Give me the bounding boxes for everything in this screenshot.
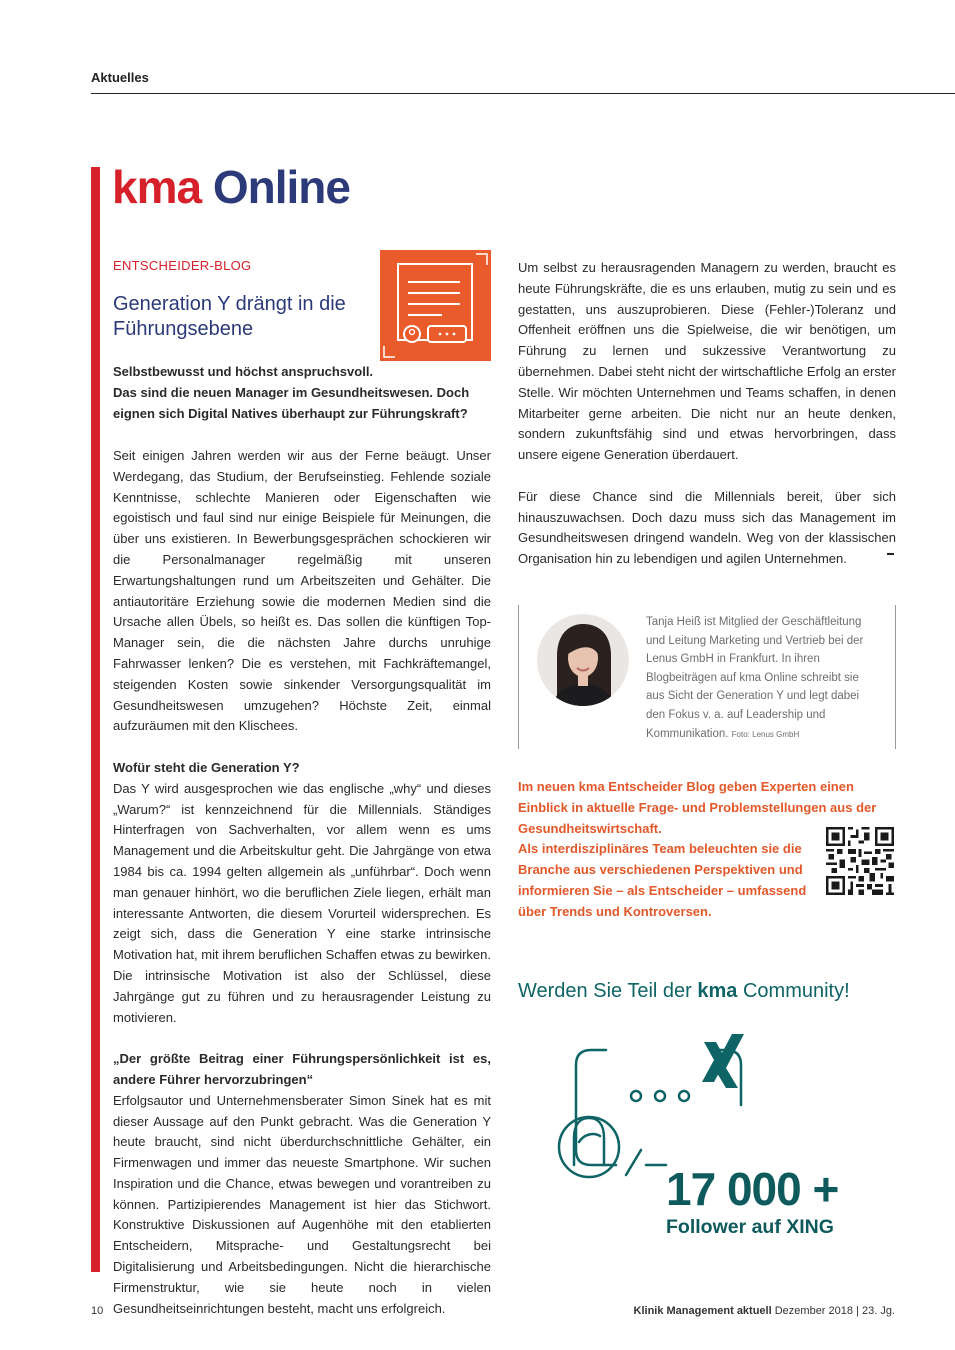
author-box-border bbox=[518, 605, 519, 749]
document-chat-icon bbox=[380, 250, 491, 361]
author-photo bbox=[537, 614, 629, 706]
promo-text-narrow: Als interdisziplinäres Team beleuchten sie die Branche aus verschiedenen Perspektiven und informieren Sie – als Entscheider – umfassend über Trends und Kontroversen. bbox=[518, 841, 807, 919]
lead-line-2: Das sind die neuen Manager im Gesundheitswesen. Doch eignen sich Digital Natives überhaupt zur Führungskraft? bbox=[113, 384, 470, 421]
follower-count: 17 000 + bbox=[666, 1163, 839, 1215]
body-paragraph: Das Y wird ausgesprochen wie das englische „why“ und dieses „Warum?“ ist kennzeichnend für die Millennials. Ständiges Hinterfragen von Sachverhalten, vor allem wenn es ums Management und die Arbeitskultur geht. Die Jahrgänge von etwa 1984 bis ca. 1994 gelten allgemein als „unführbar“. Doch wenn man genauer hinhört, wo die beruflichen Ziele liegen, erhält man interessante Antworten, die diesem Vorurteil widersprechen. Es zeigt sich, dass die Generation Y eine starke intrinsische Motivation hat, mit ihrem beruflichen Schaffen etwas zu bewirken. Die intrinsische Motivation ist also der Schlüssel, diese Jahrgänge gut zu führen und zu herausragender Leistung zu motivieren. bbox=[113, 780, 491, 1025]
page-brand bbox=[112, 160, 350, 214]
article-title: Generation Y drängt in die Führungsebene bbox=[113, 293, 346, 340]
qr-code[interactable] bbox=[826, 827, 894, 895]
subheading: Wofür steht die Generation Y? bbox=[113, 759, 300, 775]
author-bio-text: Tanja Heiß ist Mitglied der Geschäftleitung und Leitung Marketing und Vertrieb bei der Lenus GmbH in Frankfurt. In ihren Blogbeiträgen auf kma Online schreibt sie aus Sicht der Generation Y und legt dabei den Fokus v. a. auf Leadership und Kommunikation. bbox=[646, 616, 864, 740]
community-title-kma: kma bbox=[697, 980, 738, 1002]
brand-kma: kma bbox=[112, 161, 202, 213]
subheading-quote: „Der größte Beitrag einer Führungspersönlichkeit ist es, andere Führer hervorzubringen“ bbox=[113, 1051, 491, 1087]
magazine-name: Klinik Management aktuell bbox=[633, 1305, 772, 1317]
lead-line-1: Selbstbewusst und höchst anspruchsvoll. bbox=[113, 364, 374, 379]
community-title-post: Community! bbox=[742, 980, 850, 1002]
issue-info: Dezember 2018 | 23. Jg. bbox=[774, 1305, 895, 1317]
community-title bbox=[518, 980, 850, 1003]
xing-logo-icon bbox=[702, 1034, 744, 1088]
author-box-border bbox=[895, 605, 896, 749]
follower-label: Follower auf XING bbox=[666, 1216, 834, 1238]
page-number: 10 bbox=[91, 1305, 104, 1317]
body-paragraph: Erfolgsautor und Unternehmensberater Simon Sinek hat es mit dieser Aussage auf den Punkt gebracht. Was die Generation Y heute braucht, sind nicht überdurchschnittliche Gehälter, ein Firmenwagen und immer das neueste Smartphone. Wir suchen Inspiration und die Chance, etwas bewegen und vorantreiben zu können. Partizipierendes Management ist hier das Stichwort. Konstruktive Diskussionen auf Augenhöhe mit den etablierten Entscheidern, Mitsprache- und Gestaltungsrecht bei Digitalisierung und Arbeitsbedingungen. Nicht die hierarchische Firmenstruktur, wie sie heute noch in vielen Gesundheitseinrichtungen besteht, macht uns erfolgreich. bbox=[113, 1092, 491, 1316]
article-tag: ENTSCHEIDER-BLOG bbox=[113, 258, 252, 273]
article-body-right bbox=[518, 258, 896, 570]
section-label: Aktuelles bbox=[91, 70, 149, 85]
body-paragraph: Für diese Chance sind die Millennials bereit, über sich hinauszuwachsen. Doch dazu muss sich das Management im Gesundheitswesen dringend wandeln. Weg von der klassischen Organisation hin zu lebendigen und agilen Unternehmen. bbox=[518, 488, 896, 567]
footer-info bbox=[634, 1305, 895, 1317]
author-bio bbox=[646, 613, 878, 744]
article-lead bbox=[113, 362, 491, 424]
photo-credit: Foto: Lenus GmbH bbox=[731, 729, 800, 739]
brand-online: Online bbox=[212, 161, 350, 213]
promo-text-wide: Im neuen kma Entscheider Blog geben Experten einen Einblick in aktuelle Frage- und Problemstellungen aus der Gesundheitswirtschaft. bbox=[518, 779, 877, 836]
body-paragraph: Seit einigen Jahren werden wir aus der Ferne beäugt. Unser Werdegang, das Studium, der Berufseinstieg. Fehlende soziale Kenntnisse, schlechte Manieren oder Eigenschaften wie egoistisch und faul sind nur einige Beispiele für Meinungen, die über uns existieren. In Bewerbungsgesprächen schockieren wir die Personalmanager regelmäßig mit unseren Erwartungshaltungen rund um Arbeitszeiten und Gehälter. Die antiautoritäre Erziehung sowie die modernen Medien sind die Ursache allen Übels, so heißt es. Das sollen die künftigen Top-Manager sein, die die nächsten Jahre durchs unruhige Fahrwasser lenken? Die es verstehen, mit Fachkräftemangel, steigenden Kosten sowie sinkender Versorgungsqualität im Gesundheitswesen umzugehen? Höchste Zeit, einmal aufzuräumen mit den Klischees. bbox=[113, 448, 491, 734]
header-rule bbox=[91, 93, 955, 94]
community-title-pre: Werden Sie Teil der bbox=[518, 980, 692, 1002]
body-paragraph: Um selbst zu herausragenden Managern zu werden, braucht es heute Führungskräfte, die es uns erlauben, mutig zu sein und es gestatten, uns auszuprobieren. Diese (Fehler-)Toleranz und Offenheit eröffnen uns die Spielweise, die wir benötigen, um Führung zu lernen und sukzessive Verantwortung zu übernehmen. Dabei steht nicht der wirtschaftliche Erfolg an erster Stelle. Wir möchten Unternehmen und Teams schaffen, in denen Mitarbeiter gerne arbeiten. Die nicht nur an heute denken, sondern zukunftsfähig sind und etwas hervorbringen, dass unsere eigene Generation überdauert. bbox=[518, 260, 896, 463]
article-end-mark bbox=[887, 553, 894, 555]
article-body-left bbox=[113, 446, 491, 1319]
accent-bar bbox=[91, 167, 100, 1272]
